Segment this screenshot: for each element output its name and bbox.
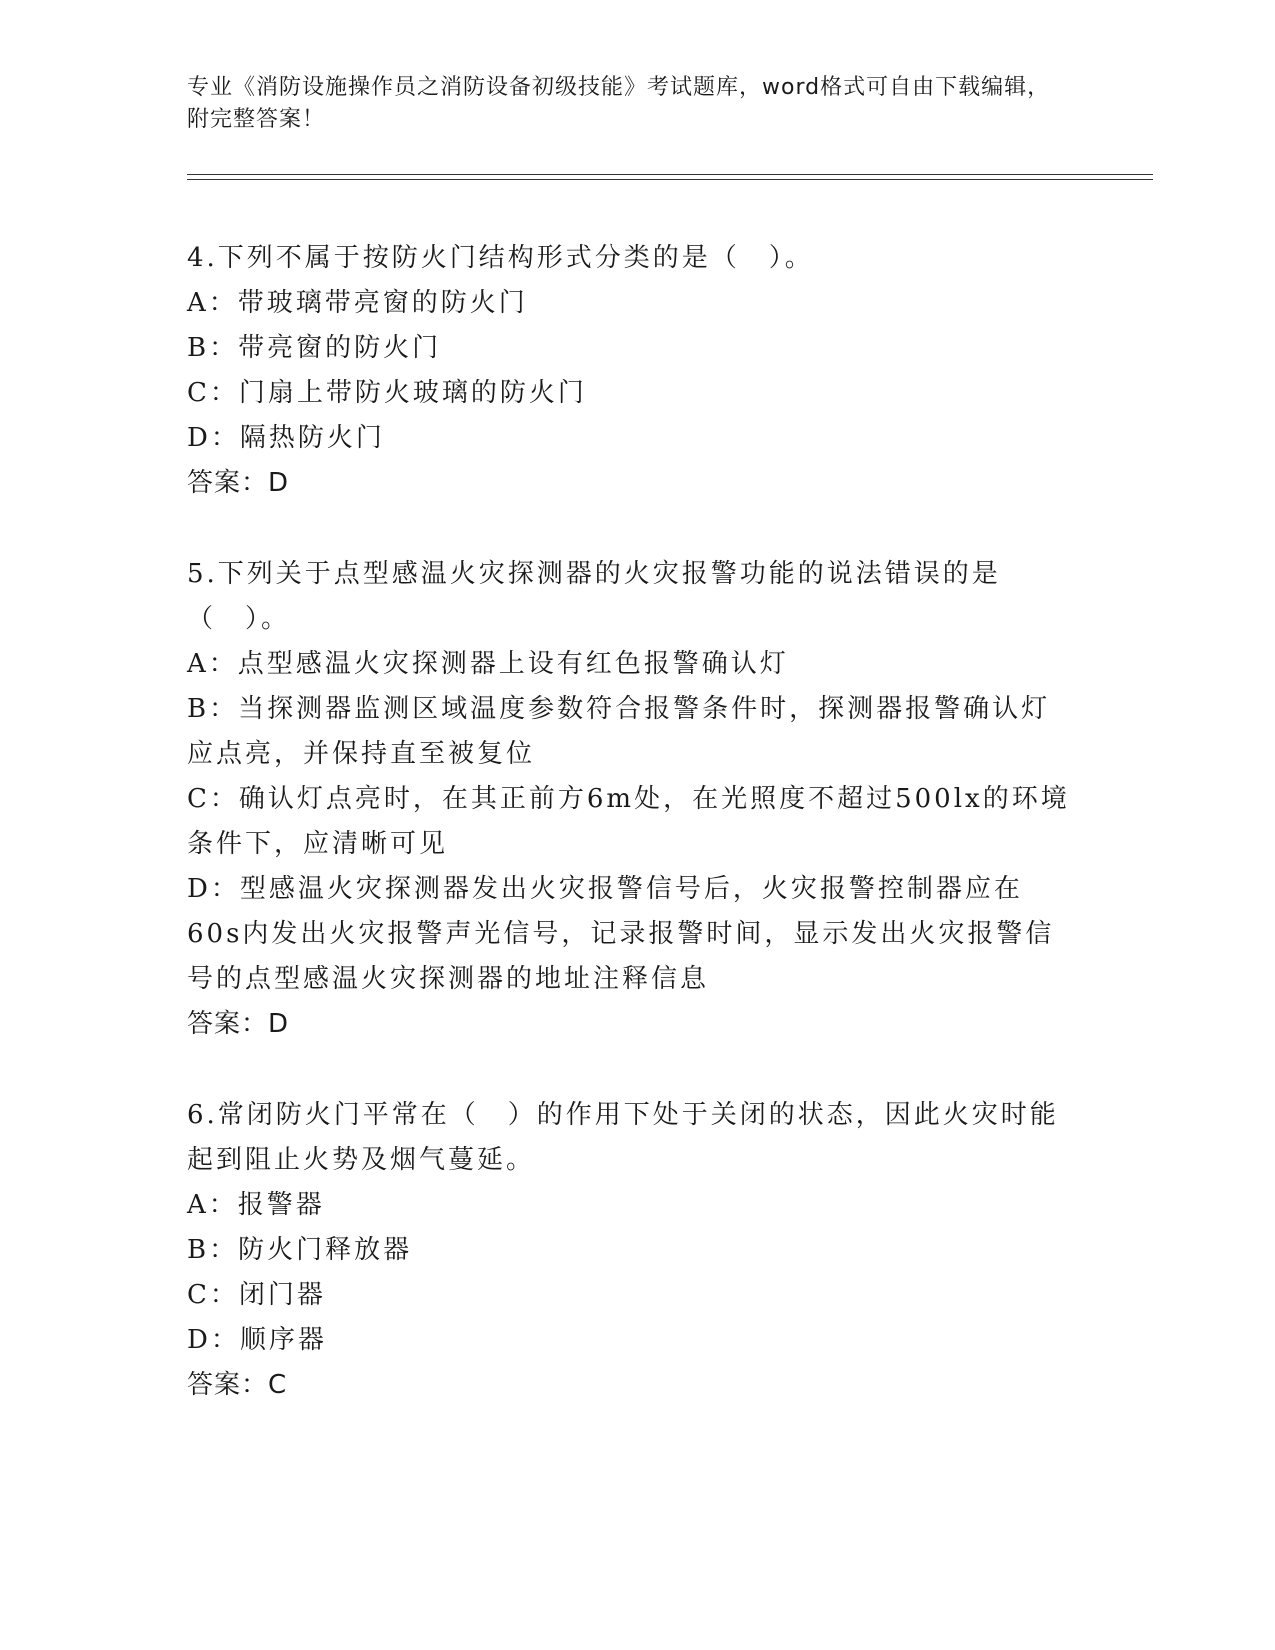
option-c: C：确认灯点亮时，在其正前方6m处，在光照度不超过500lx的环境条件下，应清晰可见 (187, 784, 1070, 859)
question-list (187, 236, 1077, 1454)
option-d: D：型感温火灾探测器发出火灾报警信号后，火灾报警控制器应在60s内发出火灾报警声光信号，记录报警时间，显示发出火灾报警信号的点型感温火灾探测器的地址注释信息 (187, 874, 1055, 994)
answer-label: 答案：D (187, 468, 290, 498)
option-a: A：带玻璃带亮窗的防火门 (187, 288, 528, 318)
question-stem: 5.下列关于点型感温火灾探测器的火灾报警功能的说法错误的是（ ）。 (187, 559, 1001, 634)
option-c: C：闭门器 (187, 1280, 326, 1310)
question-5 (187, 552, 1077, 1047)
option-a: A：点型感温火灾探测器上设有红色报警确认灯 (187, 649, 789, 679)
option-a: A：报警器 (187, 1190, 325, 1220)
option-b: B：防火门释放器 (187, 1235, 413, 1265)
option-b: B：当探测器监测区域温度参数符合报警条件时，探测器报警确认灯应点亮，并保持直至被复位 (187, 694, 1051, 769)
answer-label: 答案：D (187, 1009, 290, 1039)
option-c: C：门扇上带防火玻璃的防火门 (187, 378, 587, 408)
question-4 (187, 236, 1077, 506)
question-stem: 4.下列不属于按防火门结构形式分类的是（ ）。 (187, 243, 814, 273)
option-d: D：隔热防火门 (187, 423, 385, 453)
answer-label: 答案：C (187, 1370, 288, 1400)
question-6 (187, 1093, 1077, 1408)
header-divider-bottom (187, 179, 1153, 180)
question-stem: 6.常闭防火门平常在（ ）的作用下处于关闭的状态，因此火灾时能起到阻止火势及烟气蔓延。 (187, 1100, 1059, 1175)
option-d: D：顺序器 (187, 1325, 327, 1355)
option-b: B：带亮窗的防火门 (187, 333, 442, 363)
document-header: 专业《消防设施操作员之消防设备初级技能》考试题库，word格式可自由下载编辑，附完整答案！ (187, 75, 1051, 132)
header-divider-top (187, 174, 1153, 175)
